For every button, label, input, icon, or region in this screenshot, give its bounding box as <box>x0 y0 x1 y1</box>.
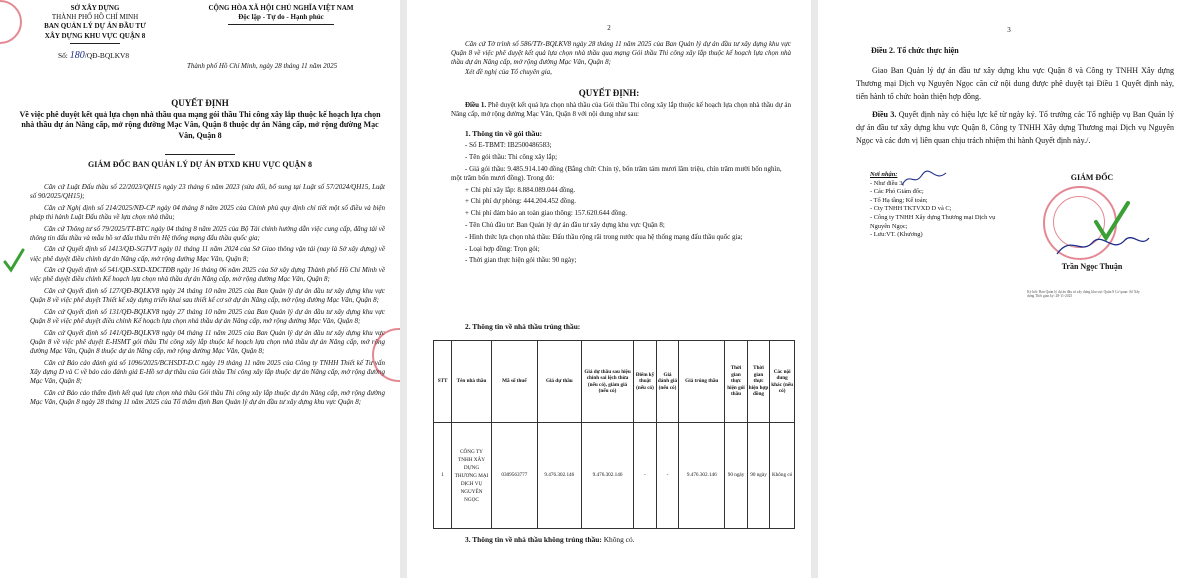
page-number: 3 <box>1007 26 1011 34</box>
decision-page-3 <box>818 0 1200 578</box>
section-3: 3. Thông tin về nhà thầu không trúng thầu: Không có. <box>465 535 635 544</box>
national-header <box>165 4 397 22</box>
info-item: - Thời gian thực hiện gói thầu: 90 ngày; <box>465 256 577 265</box>
legal-basis: Căn cứ Quyết định số 131/QĐ-BQLKV8 ngày 27 tháng 10 năm 2025 của Ban Quản lý dự án đầu tư xây dựng khu vực Quận 8 về việc phê duyệt điều chỉnh Kế hoạch lựa chọn nhà thầu dự án Nâng cấp, mở rộng đường Mạc Vân, Quận 8; <box>30 307 385 325</box>
info-item: + Chi phí dự phòng: 444.204.452 đồng. <box>465 197 576 206</box>
table-header-cell: Điểm kỹ thuật (nếu có) <box>634 341 656 423</box>
page-number: 2 <box>607 24 611 32</box>
info-item: - Tên Chủ đầu tư: Ban Quản lý dự án đầu tư xây dựng khu vực Quận 8; <box>465 220 665 229</box>
table-cell: 9.476.302.146 <box>537 423 581 529</box>
legal-basis: Căn cứ Quyết định số 141/QĐ-BQLKV8 ngày 04 tháng 11 năm 2025 của Ban Quản lý dự án đầu tư xây dựng khu vực Quận 8 về việc phê duyệt E-HSMT gói thầu Thi công xây lắp thuộc kế hoạch lựa chọn nhà thầu dự án Nâng cấp, mở rộng đường Mạc Vân, Quận 8 thuộc dự án Nâng cấp, mở rộng đường Mạc Vân, Quận 8; <box>30 328 385 355</box>
legal-basis: Căn cứ Luật Đấu thầu số 22/2023/QH15 ngày 23 tháng 6 năm 2023 (sửa đổi, bổ sung tại Luật số 57/2024/QH15, Luật số 90/2025/QH15); <box>30 183 385 201</box>
document-title: QUYẾT ĐỊNH <box>171 98 229 108</box>
table-cell: 90 ngày <box>747 423 769 529</box>
signer-title: GIÁM ĐỐC <box>1070 173 1114 182</box>
decision-page-1 <box>0 0 400 578</box>
initials-signature <box>900 169 950 189</box>
info-item: - Loại hợp đồng: Trọn gói; <box>465 244 540 253</box>
legal-basis: Căn cứ Quyết định số 127/QĐ-BQLKV8 ngày 24 tháng 10 năm 2025 của Ban Quản lý dự án đầu tư xây dựng khu vực Quận 8 về việc phê duyệt Thiết kế xây dựng triển khai sau thiết kế cơ sở dự án Nâng cấp, mở rộng đường Mạc Vân, Quận 8; <box>30 286 385 305</box>
decision-page-2 <box>407 0 811 578</box>
article-2-text: Giao Ban Quản lý dự án đầu tư xây dựng khu vực Quận 8 và Công ty TNHH Xây dựng Thương mại Dịch vụ Nguyên Ngọc căn cứ nội dung được phê duyệt tại Điều 1 Quyết định này, tiến hành tổ chức hoàn thiện hợp đồng. <box>856 66 1174 101</box>
info-item: - Số E-TBMT: IB2500486583; <box>465 141 552 149</box>
article-2-heading: Điều 2. Tổ chức thực hiện <box>871 46 959 55</box>
digital-signature-info: Ký bởi: Ban Quản lý dự án đầu tư xây dựng khu vực Quận 8 Cơ quan: Sở Xây dựng Thời gian ký: 28-11-2025 <box>1027 290 1140 299</box>
winning-bidder-table <box>433 340 795 529</box>
nation-name: CỘNG HÒA XÃ HỘI CHỦ NGHĨA VIỆT NAM <box>208 4 354 12</box>
agency-line: SỞ XÂY DỰNG <box>70 4 120 12</box>
table-cell: 0309563777 <box>491 423 537 529</box>
director-signature <box>1053 230 1153 260</box>
table-header-cell: Thời gian thực hiện hợp đồng <box>747 341 769 423</box>
article-3: Điều 3. Quyết định này có hiệu lực kể từ ngày ký. Tổ trưởng các Tổ nghiệp vụ Ban Quản lý dự án đầu tư xây dựng khu vực Quận 8, Công ty TNHH Xây dựng Thương mại Dịch vụ Nguyên Ngọc và các đơn vị liên quan chịu trách nhiệm thi hành Quyết định này./. <box>856 110 1175 145</box>
document-number: Số: 180/QĐ-BQLKV8 <box>58 50 130 61</box>
recipient-item: - Tổ Hạ tầng; Kế toán; <box>870 196 928 204</box>
table-row <box>434 423 795 529</box>
decision-heading: QUYẾT ĐỊNH: <box>578 88 640 98</box>
recipient-item: - Lưu:VT. (Khương) <box>870 231 923 239</box>
table-cell: Không có <box>770 423 795 529</box>
agency-header <box>20 4 170 41</box>
handwritten-number: 180 <box>69 50 85 61</box>
issuing-authority: GIÁM ĐỐC BAN QUẢN LÝ DỰ ÁN ĐTXD KHU VỰC QUẬN 8 <box>88 160 312 169</box>
legal-basis: Căn cứ Quyết định số 1413/QĐ-SGTVT ngày 01 tháng 11 năm 2024 của Sở Giao thông vận tải (nay là Sở xây dựng) về việc phê duyệt điều chỉnh dự án Nâng cấp, mở rộng đường Mạc Vân, Quận 8; <box>30 245 385 263</box>
table-cell: 9.476.302.146 <box>679 423 725 529</box>
table-cell: 90 ngày <box>725 423 747 529</box>
recipients-label: Nơi nhận: <box>870 171 898 178</box>
info-item: + Chi phí xây lắp: 8.884.089.044 đồng. <box>465 185 576 194</box>
agency-line: XÂY DỰNG KHU VỰC QUẬN 8 <box>44 31 146 40</box>
info-item: - Tên gói thầu: Thi công xây lắp; <box>465 152 558 161</box>
submission-basis: Căn cứ Tờ trình số 586/TTr-BQLKV8 ngày 28 tháng 11 năm 2025 của Ban Quản lý dự án đầu tư xây dựng khu vực Quận 8 về việc phê duyệt kết quả lựa chọn nhà thầu qua mạng Gói thầu Thi công xây lắp thuộc kế hoạch lựa chọn nhà thầu dự án Nâng cấp, mở rộng đường Mạc Vân, Quận 8; Xét đề nghị của Tổ chuyên gia, <box>451 40 791 76</box>
nation-motto: Độc lập - Tự do - Hạnh phúc <box>238 13 324 22</box>
legal-basis: Căn cứ Báo cáo thẩm định kết quả lựa chọn nhà thầu Gói thầu Thi công xây lắp thuộc dự án Nâng cấp, mở rộng đường Mạc Vân, Quận 8 ngày 28 tháng 11 năm 2025 của Tổ thẩm định Ban Quản lý dự án đầu tư xây dựng khu vực Quận 8; <box>30 388 385 406</box>
table-header-cell: Tên nhà thầu <box>452 341 492 423</box>
table-header-cell: Giá đánh giá (nếu có) <box>656 341 678 423</box>
seal-fragment <box>0 0 22 44</box>
table-header-row <box>434 341 795 423</box>
recipient-item: - Cty TNHH TKTVXD D và C; <box>870 205 952 213</box>
checkmark-icon <box>3 248 25 274</box>
info-item: + Chi phí đảm bảo an toàn giao thông: 157.620.644 đồng. <box>465 209 628 218</box>
table-cell: - <box>634 423 656 529</box>
document-subject: Về việc phê duyệt kết quả lựa chọn nhà thầu qua mạng gói thầu Thi công xây lắp thuộc kế hoạch lựa chọn nhà thầu dự án Nâng cấp, mở rộng đường Mạc Vân, Quận 8 thuộc dự án Nâng cấp, mở rộng đường Mạc Vân, Quận 8 <box>19 110 381 140</box>
signer-name: Trần Ngọc Thuận <box>1061 262 1123 271</box>
legal-basis: Căn cứ Báo cáo đánh giá số 1096/2025/BCHSDT-D.C ngày 19 tháng 11 năm 2025 của Công ty TNHH Thiết kế Tư vấn Xây dựng D và C về báo cáo đánh giá E-Hồ sơ dự thầu của Gói thầu Thi công xây lắp thuộc dự án Nâng cấp, mở rộng đường Mạc Vân, Quận 8; <box>30 358 385 385</box>
table-header-cell: Giá dự thầu sau hiệu chỉnh sai lệch thừa (nếu có), giảm giá (nếu có) <box>581 341 633 423</box>
table-cell: 9.476.302.146 <box>581 423 633 529</box>
legal-basis: Căn cứ Thông tư số 79/2025/TT-BTC ngày 04 tháng 8 năm 2025 của Bộ Tài chính hướng dẫn việc cung cấp, đăng tải về thông tin đấu thầu và mẫu hồ sơ đấu thầu trên Hệ thống mạng đấu thầu quốc gia; <box>30 224 385 242</box>
legal-basis: Căn cứ Nghị định số 214/2025/NĐ-CP ngày 04 tháng 8 năm 2025 của Chính phủ quy định chi tiết một số điều và biện pháp thi hành Luật Đấu thầu về lựa chọn nhà thầu; <box>30 203 385 221</box>
article-1: Điều 1. Phê duyệt kết quả lựa chọn nhà thầu của Gói thầu Thi công xây lắp thuộc kế hoạch lựa chọn nhà thầu dự án Nâng cấp, mở rộng đường Mạc Vân, Quận 8 với nội dung như sau: <box>451 101 791 119</box>
table-header-cell: Thời gian thực hiện gói thầu <box>725 341 747 423</box>
package-info <box>451 141 791 266</box>
recipient-item: - Công ty TNHH Xây dựng Thương mại Dịch vụ Nguyên Ngọc; <box>870 213 996 230</box>
info-item: - Giá gói thầu: 9.485.914.140 đồng (Bằng chữ: Chín tỷ, bốn trăm tám mươi lăm triệu, chín trăm mười bốn nghìn, một trăm bốn mươi đồng). Trong đó: <box>451 164 782 182</box>
table-header-cell: Mã số thuế <box>491 341 537 423</box>
table-header-cell: Các nội dung khác (nếu có) <box>770 341 795 423</box>
table-cell: 1 <box>434 423 452 529</box>
table-header-cell: STT <box>434 341 452 423</box>
table-cell: - <box>656 423 678 529</box>
recipient-item: - Như điều 3; <box>870 179 905 187</box>
legal-basis: Căn cứ Quyết định số 541/QĐ-SXD-XDCTĐB ngày 16 tháng 06 năm 2025 của Sở xây dựng Thành phố Hồ Chí Minh về việc phê duyệt điều chỉnh Kế hoạch lựa chọn nhà thầu dự án Nâng cấp, mở rộng đường Mạc Vân, Quận 8; <box>30 266 385 284</box>
agency-line: THÀNH PHỐ HỒ CHÍ MINH <box>51 13 139 22</box>
table-cell: CÔNG TY TNHH XÂY DỰNG THƯƠNG MẠI DỊCH VỤ NGUYÊN NGỌC <box>452 423 492 529</box>
legal-bases <box>30 183 385 407</box>
agency-line: BAN QUẢN LÝ DỰ ÁN ĐẦU TƯ <box>44 22 146 31</box>
section-1-heading: 1. Thông tin về gói thầu: <box>465 129 543 138</box>
place-date: Thành phố Hồ Chí Minh, ngày 28 tháng 11 năm 2025 <box>187 62 338 70</box>
recipient-item: - Các Phó Giám đốc; <box>870 188 924 196</box>
info-item: - Hình thức lựa chọn nhà thầu: Đấu thầu rộng rãi trong nước qua hệ thống mạng đấu thầu quốc gia; <box>465 232 743 241</box>
section-2-heading: 2. Thông tin về nhà thầu trúng thầu: <box>465 322 581 331</box>
table-header-cell: Giá trúng thầu <box>679 341 725 423</box>
table-header-cell: Giá dự thầu <box>537 341 581 423</box>
